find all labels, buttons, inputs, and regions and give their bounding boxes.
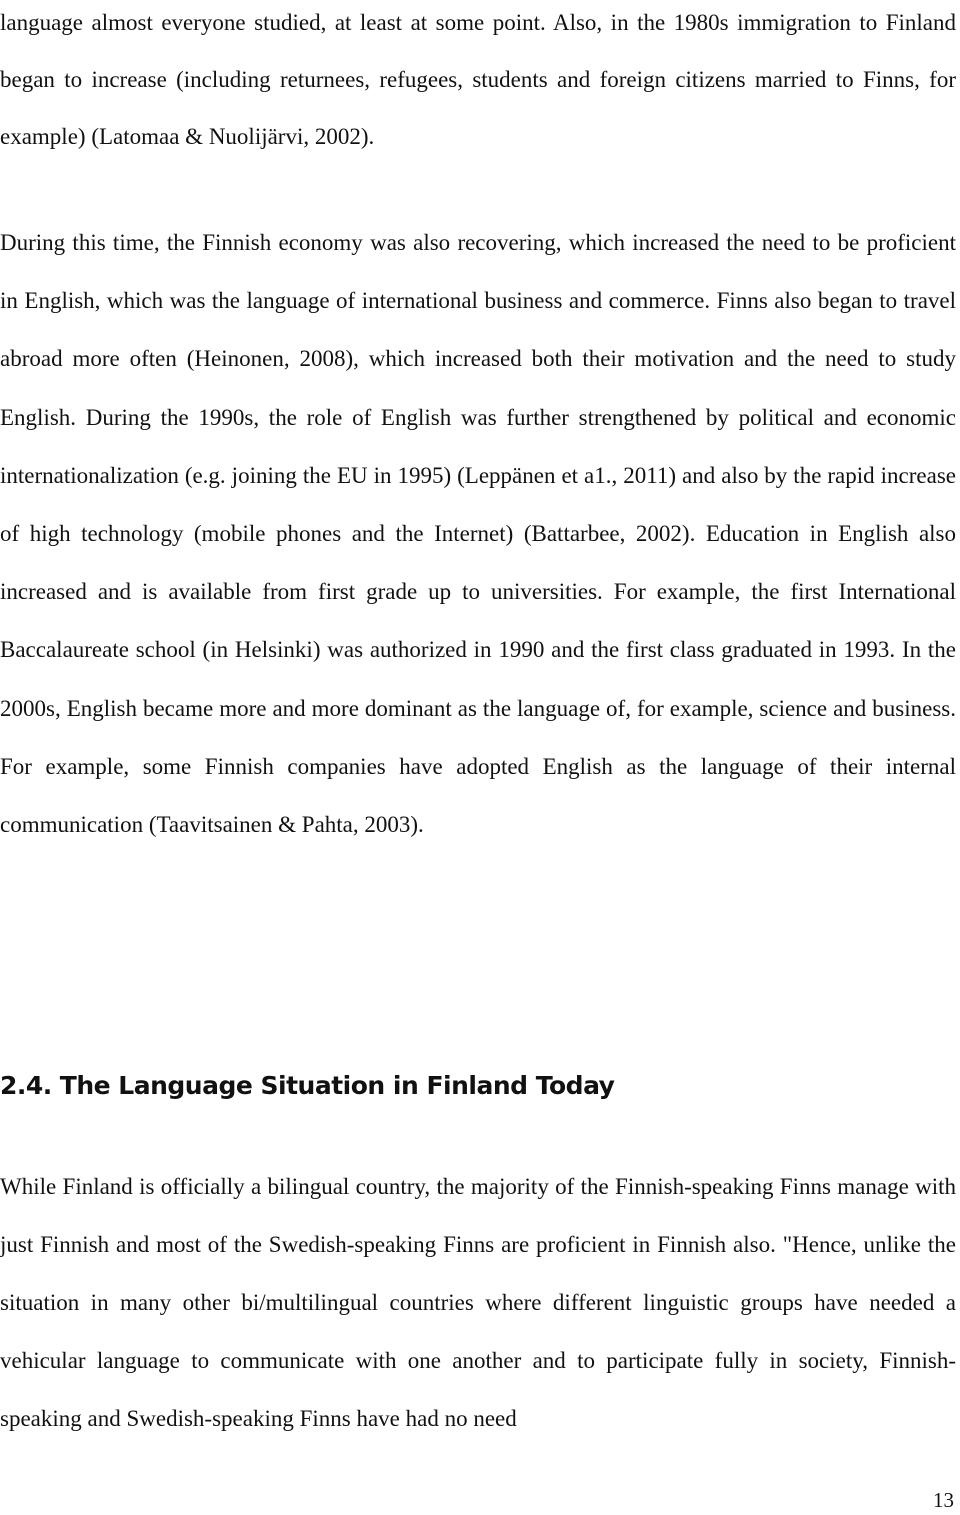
section-number: 2.4.: [0, 1071, 52, 1100]
section-title: The Language Situation in Finland Today: [59, 1071, 615, 1100]
paragraph-bilingual-country: While Finland is officially a bilingual country, the majority of the Finnish-speaking Finns manage with just Finnish and most of the Swedish-speaking Finns are proficient in Finnish also. "Hence, unlike the situation in many other bi/multilingual countries where different linguistic groups have needed a vehicular language to communicate with one another and to participate fully in society, Finnish-speaking and Swedish-speaking Finns have had no need: [0, 1174, 956, 1431]
paragraph-immigration: language almost everyone studied, at least at some point. Also, in the 1980s immigration to Finland began to increase (including returnees, refugees, students and foreign citizens married to Finns, for example) (Latomaa & Nuolijärvi, 2002).: [0, 10, 956, 149]
paragraph-economy-english: During this time, the Finnish economy was also recovering, which increased the need to be proficient in English, which was the language of international business and commerce. Finns also began to travel abroad more often (Heinonen, 2008), which increased both their motivation and the need to study English. During the 1990s, the role of English was further strengthened by political and economic internationalization (e.g. joining the EU in 1995) (Leppänen et a1., 2011) and also by the rapid increase of high technology (mobile phones and the Internet) (Battarbee, 2002). Education in English also increased and is available from first grade up to universities. For example, the first International Baccalaureate school (in Helsinki) was authorized in 1990 and the first class graduated in 1993. In the 2000s, English became more and more dominant as the language of, for example, science and business. For example, some Finnish companies have adopted English as the language of their internal communication (Taavitsainen & Pahta, 2003).: [0, 230, 956, 838]
section-heading: [0, 1066, 614, 1106]
page-number: 13: [933, 1488, 954, 1512]
